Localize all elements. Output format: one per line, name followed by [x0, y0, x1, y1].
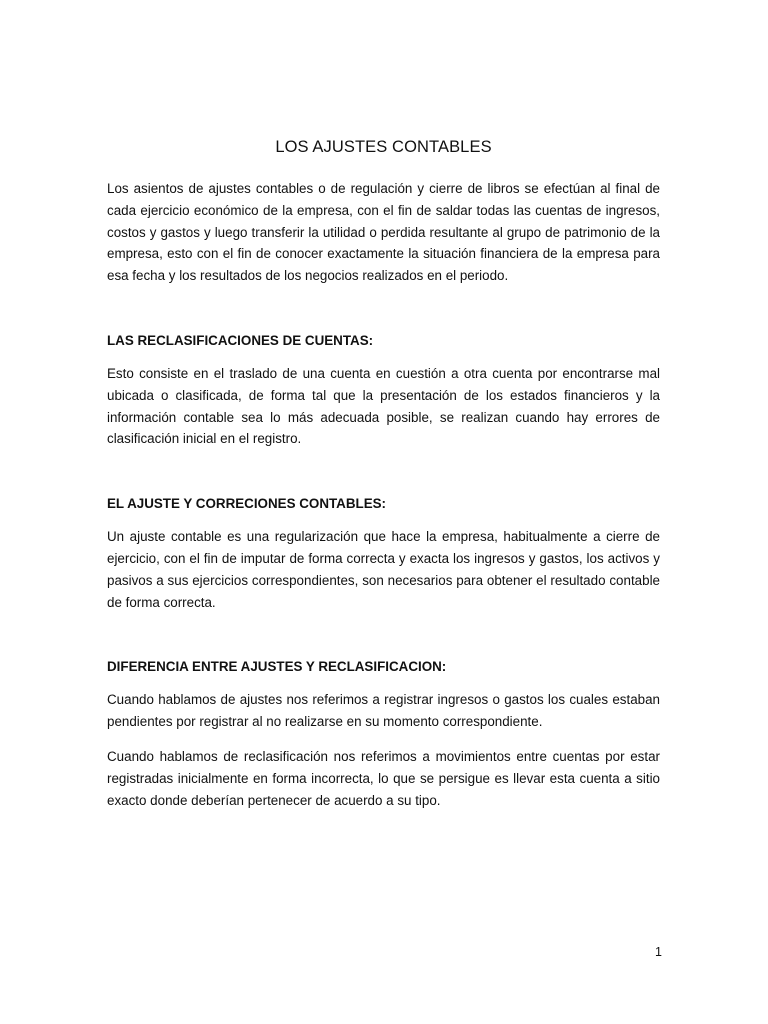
section-heading-ajuste-correcciones: EL AJUSTE Y CORRECIONES CONTABLES:	[107, 496, 387, 512]
section-paragraph-diferencia-ajustes: Cuando hablamos de ajustes nos referimos a registrar ingresos o gastos los cuales estaban pendientes por registrar al no realizarse en su momento correspondiente.	[107, 692, 660, 730]
page-number: 1	[655, 945, 662, 959]
document-body	[107, 136, 660, 811]
intro-paragraph: Los asientos de ajustes contables o de regulación y cierre de libros se efectúan al final de cada ejercicio económico de la empresa, con el fin de saldar todas las cuentas de ingresos, costos y gastos y luego transferir la utilidad o perdida resultante al grupo de patrimonio de la empresa, esto con el fin de conocer exactamente la situación financiera de la empresa para esa fecha y los resultados de los negocios realizados en el periodo.	[107, 181, 660, 284]
section-paragraph-diferencia-reclasificacion: Cuando hablamos de reclasificación nos referimos a movimientos entre cuentas por estar registradas inicialmente en forma incorrecta, lo que se persigue es llevar esta cuenta a sitio exacto donde deberían pertenecer de acuerdo a su tipo.	[107, 748, 660, 808]
section-paragraph-ajuste-correcciones: Un ajuste contable es una regularización que hace la empresa, habitualmente a cierre de ejercicio, con el fin de imputar de forma correcta y exacta los ingresos y gastos, los activos y pasivos a sus ejercicios correspondientes, son necesarios para obtener el resultado contable de forma correcta.	[107, 529, 660, 610]
section-paragraph-reclasificaciones: Esto consiste en el traslado de una cuenta en cuestión a otra cuenta por encontrarse mal ubicada o clasificada, de forma tal que la presentación de los estados financieros y la información contable sea lo más adecuada posible, se realizan cuando hay errores de clasificación inicial en el registro.	[107, 365, 660, 447]
section-heading-reclasificaciones: LAS RECLASIFICACIONES DE CUENTAS:	[107, 332, 374, 348]
section-heading-diferencia: DIFERENCIA ENTRE AJUSTES Y RECLASIFICACION:	[107, 659, 447, 675]
document-title: LOS AJUSTES CONTABLES	[275, 138, 492, 156]
